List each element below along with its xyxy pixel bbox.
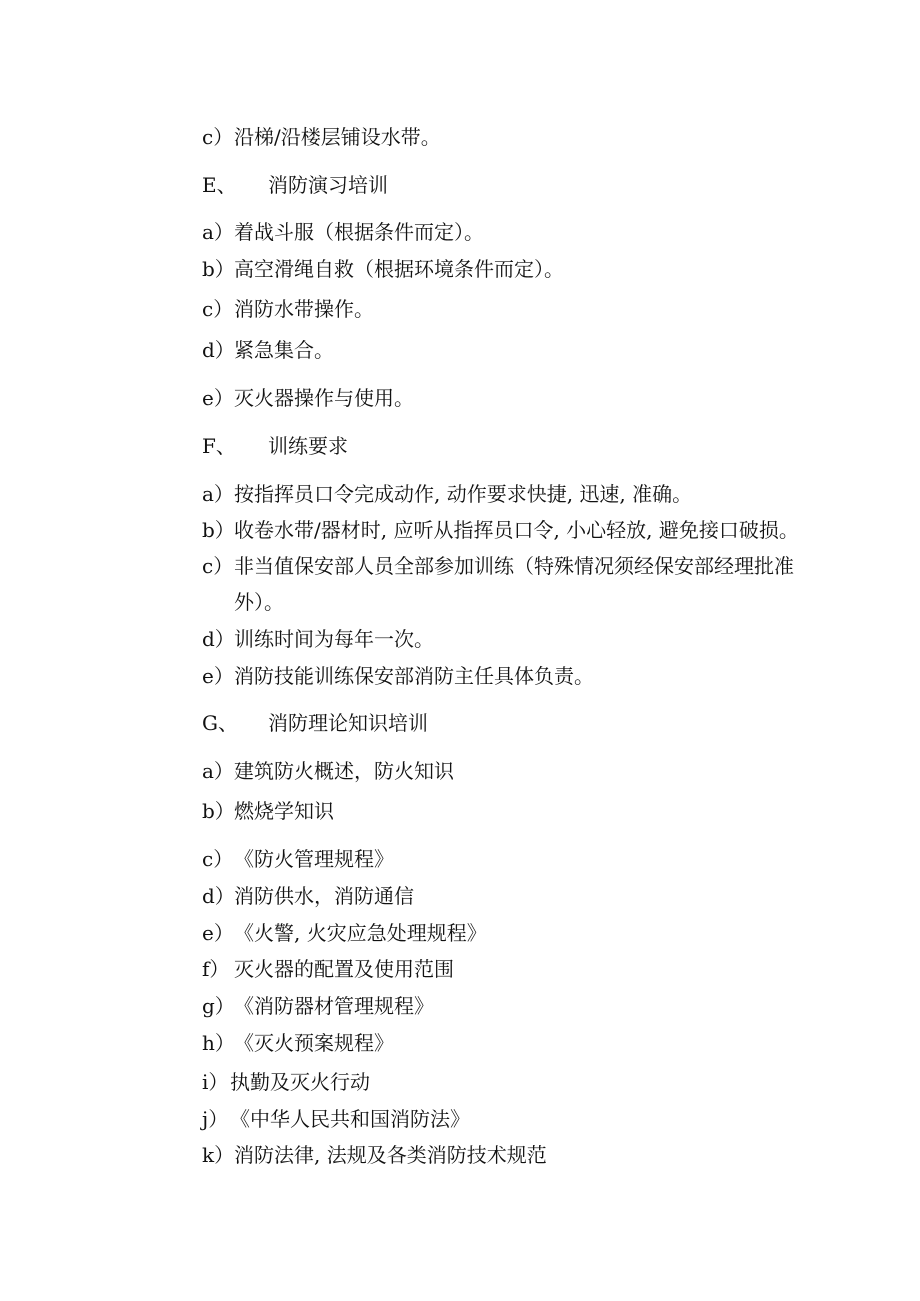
list-item xyxy=(202,517,862,543)
list-item xyxy=(202,385,862,411)
item-text: 紧急集合。 xyxy=(234,338,334,362)
list-item xyxy=(202,920,862,946)
item-text: 高空滑绳自救（根据环境条件而定）。 xyxy=(234,257,564,281)
item-text: 《火警, 火灾应急处理规程》 xyxy=(234,921,487,945)
section-title: 消防演习培训 xyxy=(268,173,388,197)
item-marker: b） xyxy=(202,799,235,823)
item-marker: c） xyxy=(202,554,234,578)
list-item xyxy=(202,1069,862,1095)
item-text: 着战斗服（根据条件而定）。 xyxy=(234,220,484,244)
item-marker: i） xyxy=(202,1070,229,1094)
list-item xyxy=(202,956,862,982)
item-marker: c） xyxy=(202,847,234,871)
item-text: 燃烧学知识 xyxy=(234,799,334,823)
item-text: 《防火管理规程》 xyxy=(234,847,394,871)
section-marker: E、 xyxy=(202,173,237,197)
list-item xyxy=(202,1030,862,1056)
list-item xyxy=(202,846,862,872)
item-marker: e） xyxy=(202,921,234,945)
item-marker: a） xyxy=(202,220,234,244)
list-item xyxy=(202,663,862,689)
item-marker: f） xyxy=(202,957,230,981)
section-marker: F、 xyxy=(202,434,236,458)
list-item xyxy=(202,798,862,824)
list-item xyxy=(202,1106,862,1132)
item-text: 执勤及灭火行动 xyxy=(230,1070,370,1094)
item-marker: a） xyxy=(202,482,234,506)
item-text: 沿梯/沿楼层铺设水带。 xyxy=(234,125,441,149)
item-text: 训练时间为每年一次。 xyxy=(234,627,434,651)
list-item xyxy=(202,1142,862,1168)
section-marker: G、 xyxy=(202,711,238,735)
item-marker: g） xyxy=(202,994,235,1018)
item-text: 外）。 xyxy=(234,590,284,614)
item-text: 建筑防火概述，防火知识 xyxy=(234,759,454,783)
item-text: 《灭火预案规程》 xyxy=(234,1031,394,1055)
item-text: 非当值保安部人员全部参加训练（特殊情况须经保安部经理批准 xyxy=(234,554,794,578)
section-heading xyxy=(202,710,862,736)
list-item xyxy=(202,626,862,652)
list-item xyxy=(202,481,862,507)
list-item xyxy=(202,219,862,245)
item-marker: c） xyxy=(202,125,234,149)
item-marker: b） xyxy=(202,518,235,542)
section-heading xyxy=(202,172,862,198)
list-item xyxy=(202,993,862,1019)
list-item xyxy=(202,337,862,363)
list-item xyxy=(202,296,862,322)
list-item xyxy=(202,758,862,784)
item-marker: b） xyxy=(202,257,235,281)
item-text: 灭火器操作与使用。 xyxy=(234,386,414,410)
item-marker: c） xyxy=(202,297,234,321)
list-item-continuation xyxy=(234,589,854,615)
item-text: 《消防器材管理规程》 xyxy=(234,994,434,1018)
item-marker: k） xyxy=(202,1143,235,1167)
list-item xyxy=(202,553,862,579)
item-marker: d） xyxy=(202,884,235,908)
item-text: 消防水带操作。 xyxy=(234,297,374,321)
list-item xyxy=(202,256,862,282)
item-marker: e） xyxy=(202,386,234,410)
item-marker: j） xyxy=(202,1107,229,1131)
item-marker: a） xyxy=(202,759,234,783)
item-text: 消防技能训练保安部消防主任具体负责。 xyxy=(234,664,594,688)
item-text: 《中华人民共和国消防法》 xyxy=(230,1107,470,1131)
section-heading xyxy=(202,433,862,459)
item-text: 灭火器的配置及使用范围 xyxy=(234,957,454,981)
item-marker: d） xyxy=(202,627,235,651)
item-marker: e） xyxy=(202,664,234,688)
list-item xyxy=(202,124,862,150)
section-title: 训练要求 xyxy=(268,434,348,458)
item-text: 消防法律, 法规及各类消防技术规范 xyxy=(234,1143,547,1167)
item-text: 消防供水，消防通信 xyxy=(234,884,414,908)
section-title: 消防理论知识培训 xyxy=(268,711,428,735)
item-text: 按指挥员口令完成动作, 动作要求快捷, 迅速, 准确。 xyxy=(234,482,693,506)
item-marker: h） xyxy=(202,1031,235,1055)
list-item xyxy=(202,883,862,909)
item-marker: d） xyxy=(202,338,235,362)
item-text: 收卷水带/器材时, 应听从指挥员口令, 小心轻放, 避免接口破损。 xyxy=(234,518,799,542)
